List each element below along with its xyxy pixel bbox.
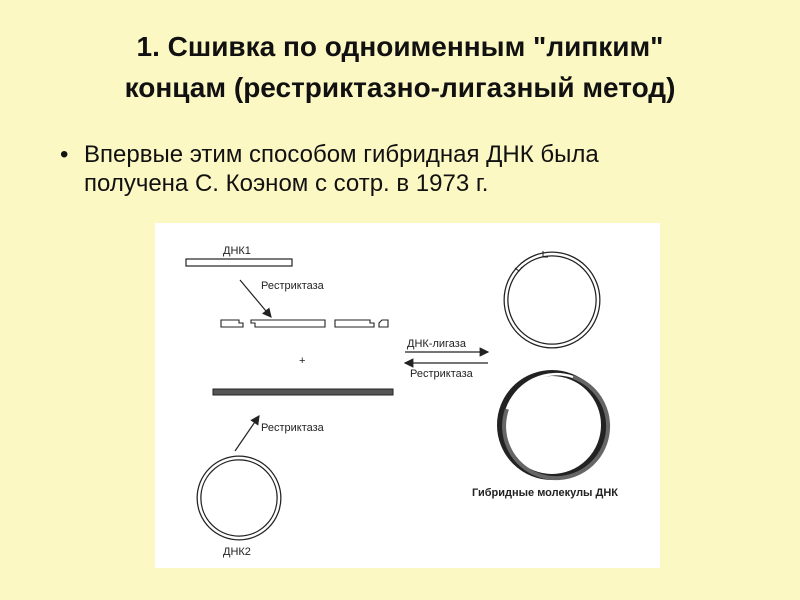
fragment-4 bbox=[379, 320, 388, 327]
bullet-list bbox=[60, 140, 780, 198]
bullet-line-2: получена С. Коэном с сотр. в 1973 г. bbox=[84, 170, 489, 197]
fragment-2 bbox=[251, 320, 325, 327]
hybrid-label: Гибридные молекулы ДНК bbox=[472, 487, 619, 499]
bullet-item bbox=[60, 140, 780, 198]
hybrid-dna1-segment bbox=[507, 374, 573, 409]
plus-sign: + bbox=[299, 355, 306, 367]
title-line-1: 1. Сшивка по одноименным "липким" bbox=[136, 31, 664, 62]
dna2-label: ДНК2 bbox=[223, 546, 251, 558]
bullet-line-1: Впервые этим способом гибридная ДНК была bbox=[84, 141, 599, 168]
fragment-3 bbox=[335, 320, 374, 327]
slide-title bbox=[0, 26, 800, 108]
restrictase-back-label: Рестриктаза bbox=[410, 368, 473, 380]
restriction-arrow-2 bbox=[235, 416, 259, 451]
dna1-fragments bbox=[221, 320, 388, 327]
restrictase-label-2: Рестриктаза bbox=[261, 422, 324, 434]
dna2-circular-inner bbox=[199, 458, 279, 538]
dna1-circular-inner bbox=[506, 254, 598, 346]
dna1-linear-molecule bbox=[186, 259, 292, 266]
dna2-linear-molecule bbox=[213, 389, 393, 395]
ligase-label: ДНК-лигаза bbox=[407, 338, 466, 350]
restrictase-label-1: Рестриктаза bbox=[261, 280, 324, 292]
fragment-1 bbox=[221, 320, 243, 327]
restriction-ligation-diagram bbox=[155, 223, 660, 568]
diagram-svg bbox=[155, 223, 660, 568]
dna1-label: ДНК1 bbox=[223, 245, 251, 257]
title-line-2: концам (рестриктазно-лигазный метод) bbox=[124, 72, 676, 103]
bullet-dot: • bbox=[60, 141, 69, 168]
